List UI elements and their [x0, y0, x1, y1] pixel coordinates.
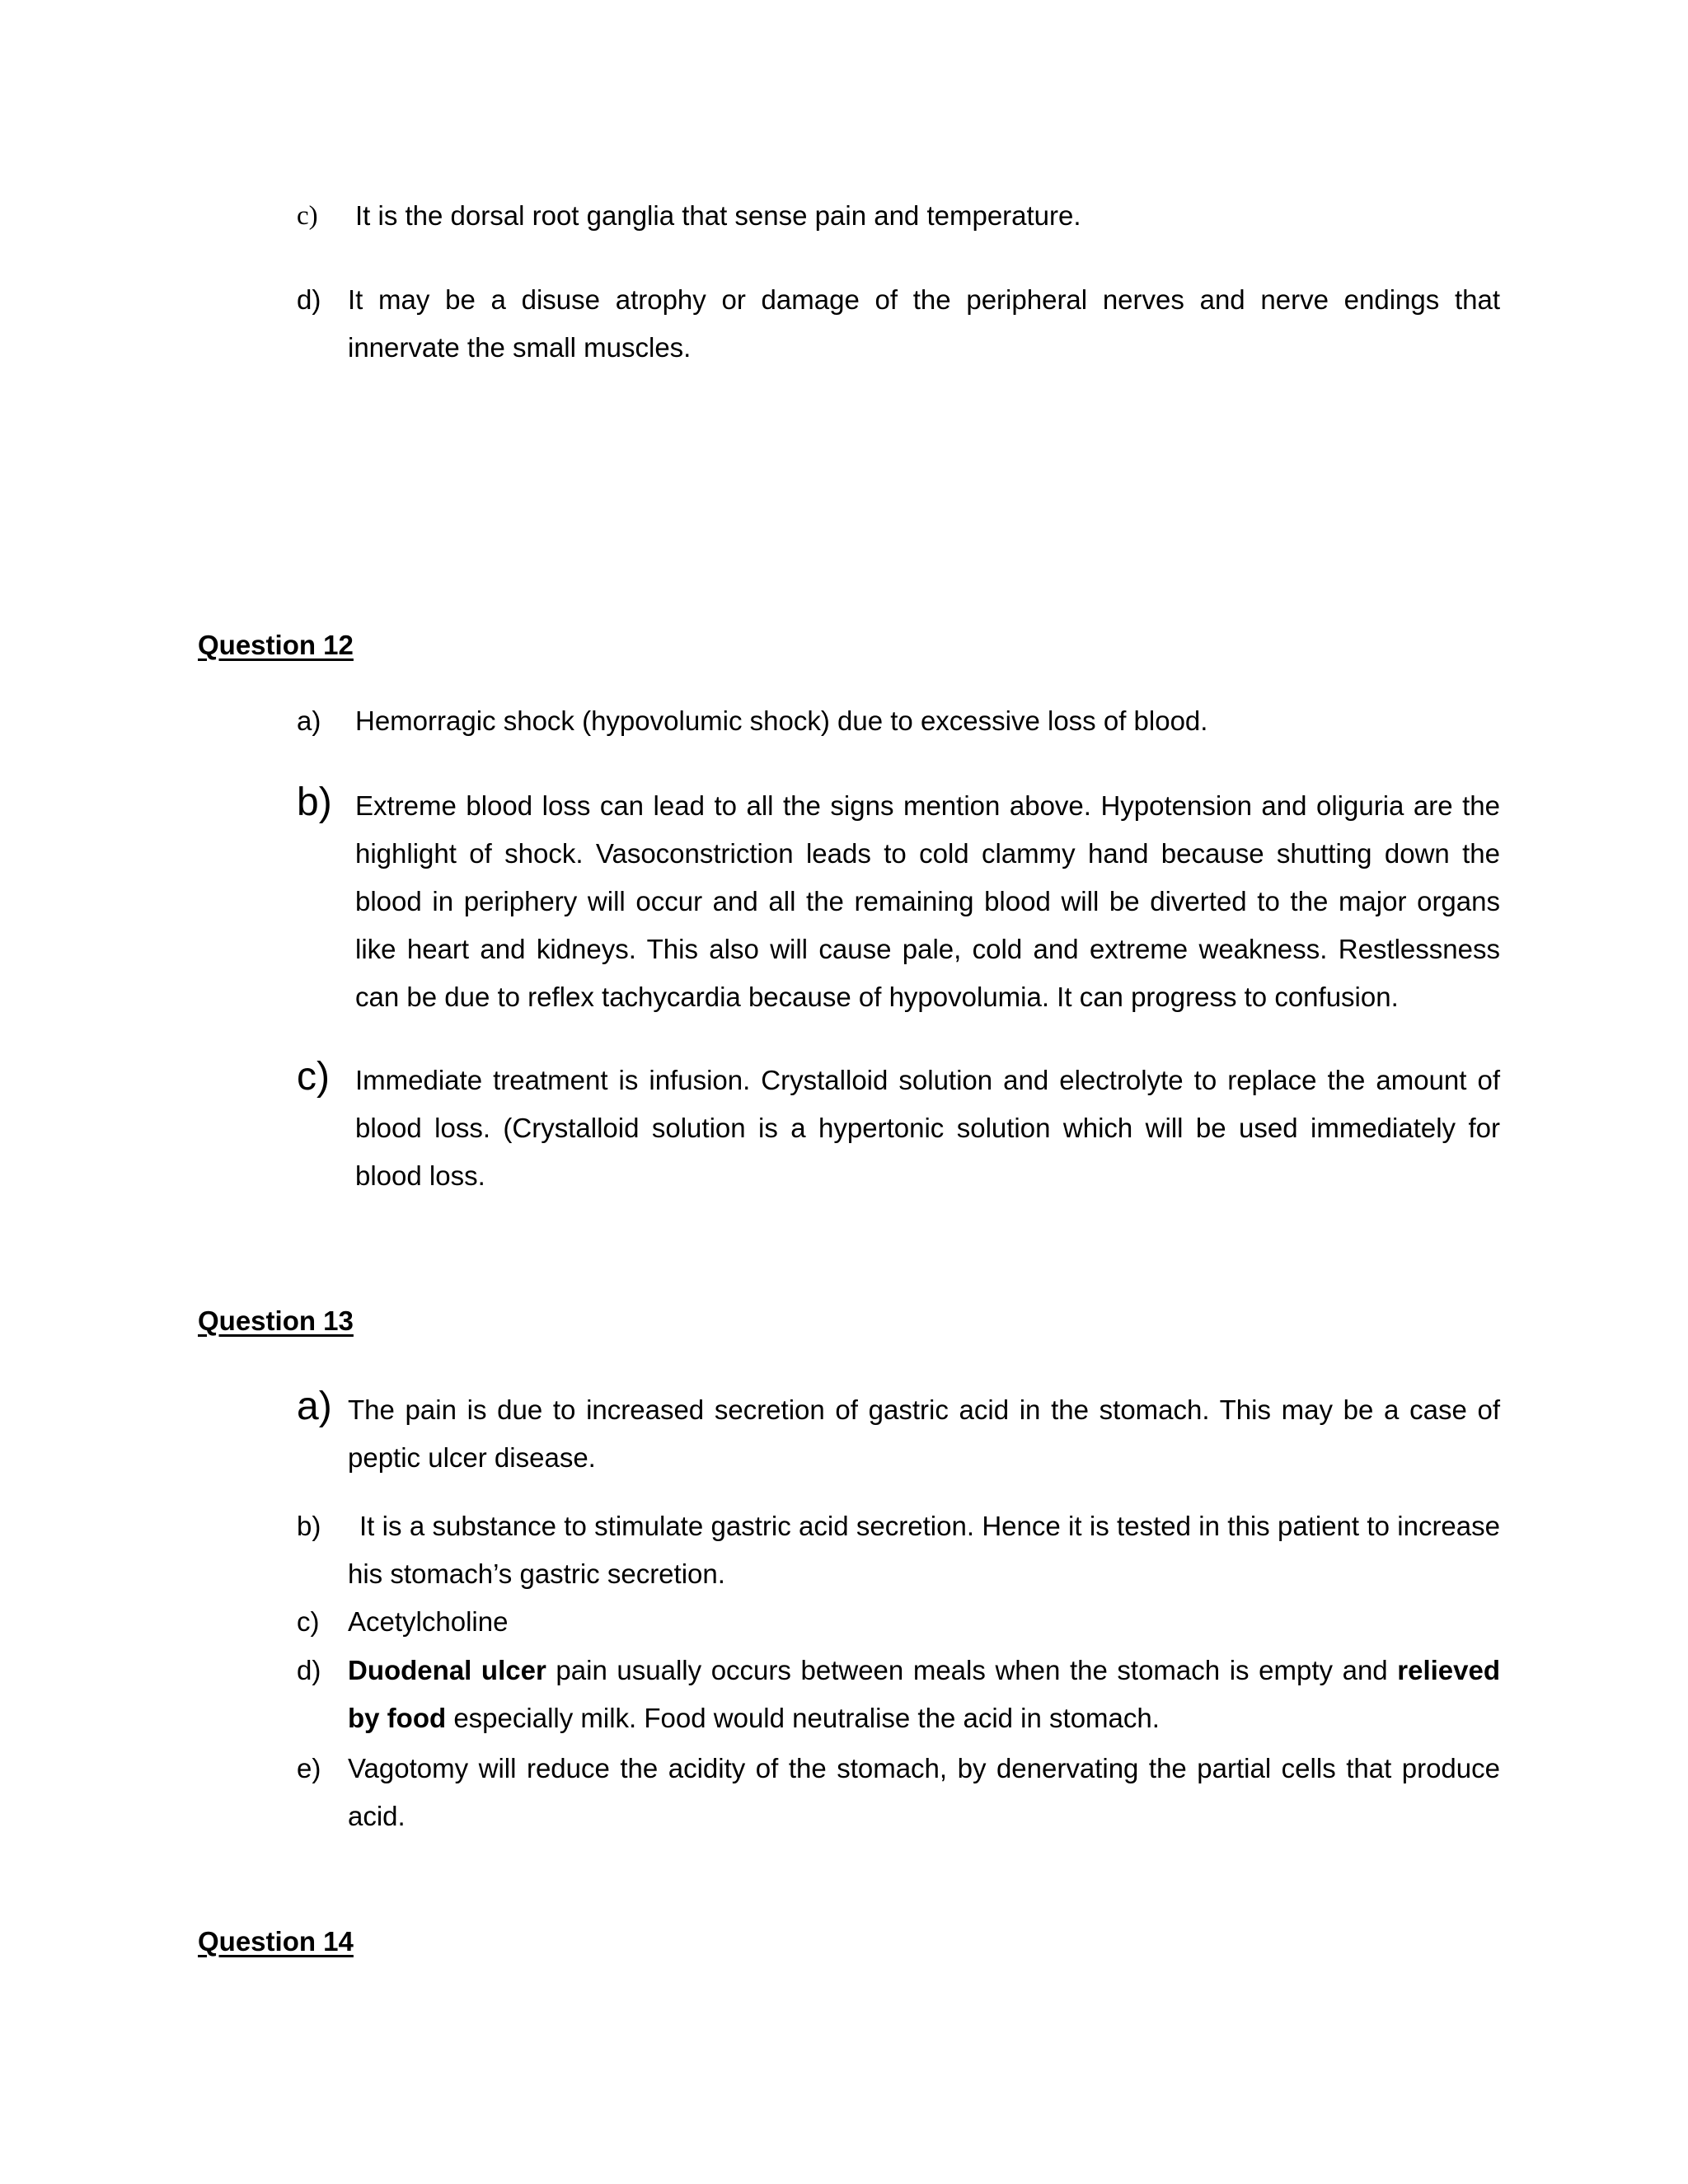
q11-item-d: [297, 276, 1500, 372]
q13-item-b-label: b): [297, 1511, 321, 1541]
q11-item-d-text: It may be a disuse atrophy or damage of the peripheral nerves and nerve endings that innervate the small muscles.: [348, 284, 1500, 363]
q11-item-c: [297, 192, 1500, 240]
q12-item-b: [297, 782, 1500, 1021]
q12-item-a: [297, 697, 1500, 745]
q12-item-b-label: b): [297, 780, 332, 824]
q11-item-c-label: c): [297, 201, 318, 231]
q13-item-e: [297, 1745, 1500, 1840]
q12-item-c: [297, 1057, 1500, 1200]
q13-item-c-text: Acetylcholine: [348, 1606, 509, 1637]
q13-item-d-text: [348, 1647, 1500, 1742]
q13-item-e-text: Vagotomy will reduce the acidity of the stomach, by denervating the partial cells that produce acid.: [348, 1753, 1500, 1831]
q13-item-a: [297, 1386, 1500, 1482]
question-13-heading: Question 13: [198, 1305, 354, 1336]
q13-item-a-text: The pain is due to increased secretion of gastric acid in the stomach. This may be a case of peptic ulcer disease.: [348, 1394, 1500, 1473]
question-14-heading: Question 14: [198, 1926, 354, 1957]
q11-item-c-text: It is the dorsal root ganglia that sense pain and temperature.: [355, 200, 1081, 231]
q13-item-d-bold-term: Duodenal ulcer: [348, 1655, 546, 1685]
q12-item-a-label: a): [297, 705, 321, 736]
q13-item-e-label: e): [297, 1753, 321, 1783]
q12-item-a-text: Hemorragic shock (hypovolumic shock) due to excessive loss of blood.: [355, 705, 1208, 736]
q13-item-c-label: c): [297, 1606, 320, 1637]
q13-item-b-text: It is a substance to stimulate gastric acid secretion. Hence it is tested in this patient to increase his stomach’s gastric secretion.: [348, 1511, 1500, 1589]
q13-item-a-label: a): [297, 1385, 332, 1428]
q13-item-b: [297, 1502, 1500, 1598]
q13-item-d-text-part2: especially milk. Food would neutralise the acid in stomach.: [446, 1703, 1160, 1733]
q11-item-d-label: d): [297, 284, 321, 315]
q13-item-d-label: d): [297, 1655, 321, 1685]
question-12-heading: Question 12: [198, 630, 354, 660]
q13-item-d: [297, 1647, 1500, 1742]
q13-item-c: [297, 1598, 1500, 1646]
q13-item-d-bold-relief: relieved by food: [348, 1655, 1500, 1733]
q12-item-c-text: Immediate treatment is infusion. Crystalloid solution and electrolyte to replace the amount of blood loss. (Crystalloid solution is a hypertonic solution which will be used immediately for blood loss.: [355, 1065, 1500, 1191]
q12-item-b-text: Extreme blood loss can lead to all the signs mention above. Hypotension and oliguria are the highlight of shock. Vasoconstriction leads to cold clammy hand because shutting down the blood in periphery will occur and all the remaining blood will be diverted to the major organs like heart and kidneys. This also will cause pale, cold and extreme weakness. Restlessness can be due to reflex tachycardia because of hypovolumia. It can progress to confusion.: [355, 790, 1500, 1012]
q12-item-c-label: c): [297, 1055, 330, 1099]
q13-item-d-text-part1: pain usually occurs between meals when the stomach is empty and: [546, 1655, 1398, 1685]
